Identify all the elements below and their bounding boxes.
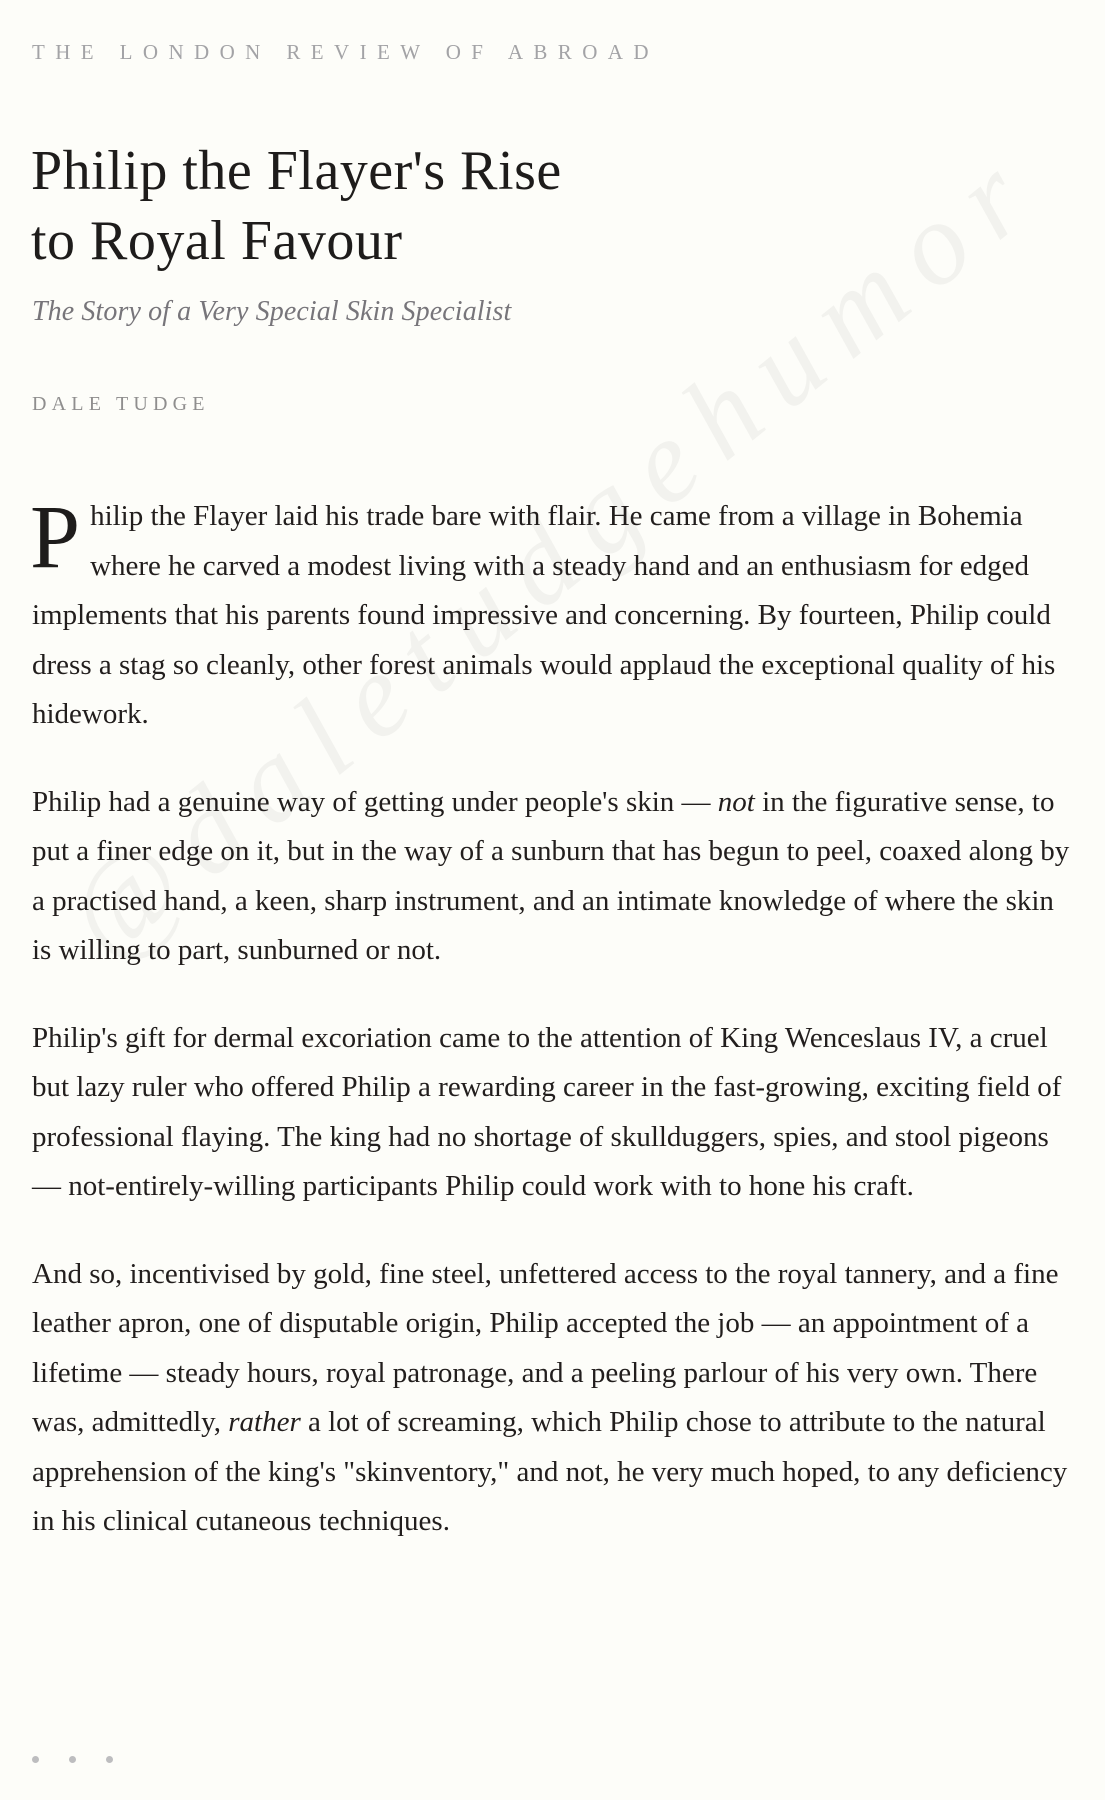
paragraph-4-text-after: a lot of screaming, which Philip chose to attribute to the natural apprehension of the king's "skinventory," and not, he very much hoped, to any deficiency in his clinical cutaneous techniques. <box>32 1406 1068 1537</box>
dot <box>32 1756 39 1763</box>
paragraph-2 <box>32 778 1077 976</box>
paragraph-2-text-before: Philip had a genuine way of getting under people's skin — <box>32 785 718 818</box>
paragraph-1 <box>30 488 1077 740</box>
article-body <box>30 488 1077 1585</box>
drop-cap: P <box>30 488 81 587</box>
paragraph-3: Philip's gift for dermal excoriation came to the attention of King Wenceslaus IV, a cruel but lazy ruler who offered Philip a rewarding career in the fast-growing, exciting field of professional flaying. The king had no shortage of skullduggers, spies, and stool pigeons — not-entirely-willing participants Philip could work with to hone his craft. <box>32 1021 1062 1202</box>
paragraph-4 <box>32 1250 1077 1547</box>
paragraph-4-text-before: And so, incentivised by gold, fine steel, unfettered access to the royal tannery, and a fine leather apron, one of disputable origin, Philip accepted the job — an appointment of a lifetime — steady hours, royal patronage, and a peeling parlour of his very own. There was, admittedly, <box>32 1257 1059 1438</box>
ellipsis-dots-icon <box>32 1756 113 1763</box>
article-subtitle: The Story of a Very Special Skin Specialist <box>32 296 512 327</box>
title-line-1: Philip the Flayer's Rise <box>31 140 562 202</box>
author-byline: DALE TUDGE <box>32 393 210 415</box>
publication-masthead: THE LONDON REVIEW OF ABROAD <box>32 40 659 64</box>
dot <box>106 1756 113 1763</box>
paragraph-2-text-after: in the figurative sense, to put a finer edge on it, but in the way of a sunburn that has begun to peel, coaxed along by a practised hand, a keen, sharp instrument, and an intimate knowledge of where the skin is willing to part, sunburned or not. <box>32 785 1070 966</box>
title-line-2: to Royal Favour <box>31 210 403 272</box>
paragraph-1-text: hilip the Flayer laid his trade bare with flair. He came from a village in Bohemia where he carved a modest living with a steady hand and an enthusiasm for edged implements that his parents found impressive and concerning. By fourteen, Philip could dress a stag so cleanly, other forest animals would applaud the exceptional quality of his hidework. <box>32 500 1056 730</box>
article-title <box>31 136 562 276</box>
emphasis-rather: rather <box>228 1406 301 1438</box>
dot <box>69 1756 76 1763</box>
emphasis-not: not <box>717 785 755 818</box>
